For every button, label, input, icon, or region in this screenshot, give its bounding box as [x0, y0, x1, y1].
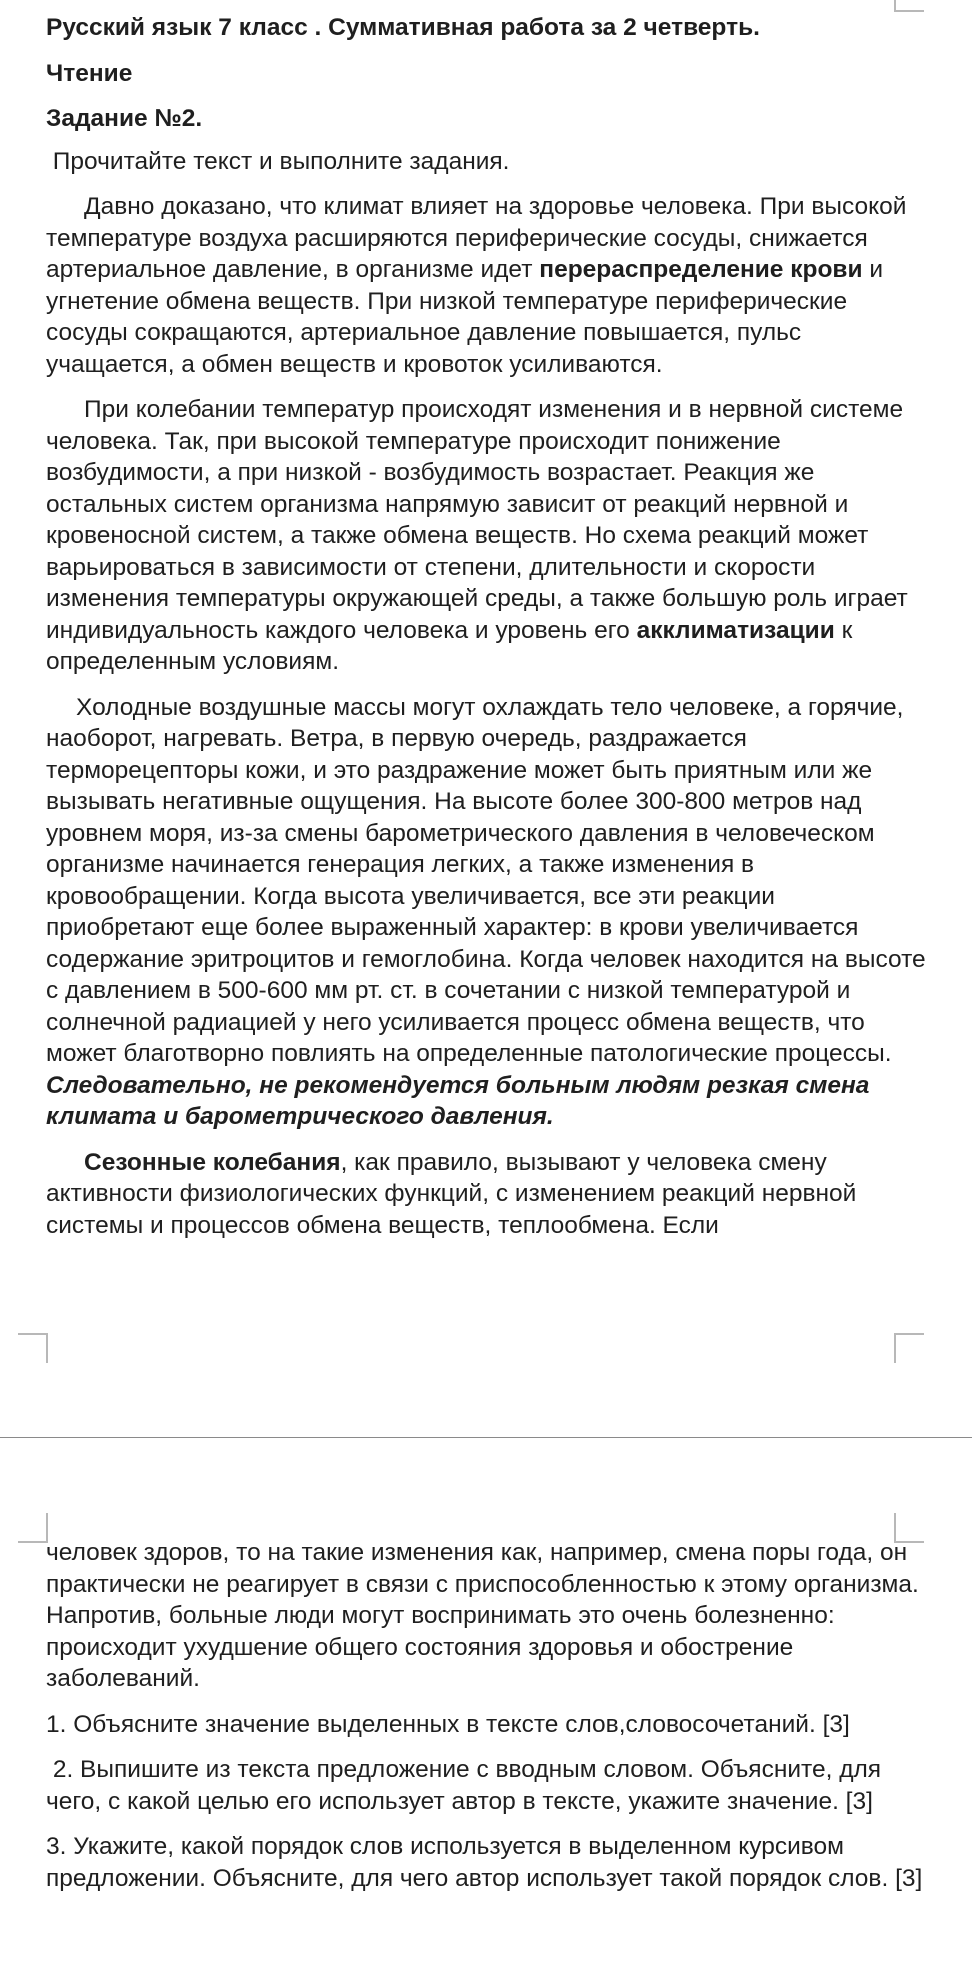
highlighted-phrase: перераспределение крови [539, 256, 863, 283]
task-heading: Задание №2. [46, 105, 203, 132]
paragraph-text: , как правило, вызывают у человека смену активности физиологических функций, с изменением реакций нервной системы и процессов обмена веществ, теплообмена. Если [46, 1148, 857, 1239]
paragraph-4-continuation: человек здоров, то на такие изменения как, например, смена поры года, он практически не реагирует в связи с приспособленностью к этому организма. Напротив, больные люди могут воспринимать это очень болезненно: происходит ухудшение общего состояния здоровья и обострение заболеваний. [46, 1539, 919, 1692]
highlighted-word: акклиматизации [636, 616, 835, 644]
document-page-2 [0, 1438, 972, 1978]
page-corner-mark [18, 1513, 48, 1543]
paragraph-text: и угнетение обмена веществ. При низкой температуре периферические сосуды сокращаются, артериальное давление повышается, пульс учащается, а обмен веществ и кровоток усиливаются. [46, 256, 884, 378]
page-2-content [46, 1537, 926, 1908]
question-1: 1. Объясните значение выделенных в тексте слов,словосочетаний. [3] [46, 1710, 850, 1738]
paragraph-text: Давно доказано, что климат влияет на здоровье человека. При высокой температуре воздуха расширяются периферические сосуды, снижается артериальное давление, в организме идет [46, 193, 907, 283]
italic-sentence: Следовательно, не рекомендуется больным людям резкая смена климата и барометрического давления. [46, 1071, 870, 1130]
paragraph-text: к определенным условиям. [46, 616, 853, 675]
page-1-content [46, 12, 926, 1241]
text-paragraph-3: Холодные воздушные массы могут охлаждать тело человеке, а горячие, наоборот, нагревать. Ветра, в первую очередь, раздражается терморецепторы кожи, и это раздражение может быть приятным или же вызывать негативные ощущения. На высоте более 300-800 метров над уровнем моря, из-за смены барометрического давления в человеческом организме начинается генерация легких, а также изменения в кровообращении. Когда высота увеличивается, все эти реакции приобретают еще более выраженный характер: в крови увеличивается содержание эритроцитов и гемоглобина. Когда человек находится на высоте с давлением в 500-600 мм рт. ст. в сочетании с низкой температурой и солнечной радиацией у него усиливается процесс обмена веществ, что может благотворно повлиять на определенные патологические процессы. [46, 693, 926, 1067]
paragraph-text: При колебании температур происходят изменения и в нервной системе человека. Так, при высокой температуре происходит понижение возбудимости, а при низкой - возбудимость возрастает. Реакция же остальных систем организма напрямую зависит от реакций нервной и кровеносной систем, а также обмена веществ. Но схема реакций может варьироваться в зависимости от степени, длительности и скорости изменения температуры окружающей среды, а также большую роль играет индивидуальность каждого человека и уровень его [46, 396, 908, 644]
page-corner-mark [894, 0, 924, 12]
page-corner-mark [18, 1333, 48, 1363]
question-2: 2. Выпишите из текста предложение с вводным словом. Объясните, для чего, с какой целью его использует автор в тексте, укажите значение. [3] [46, 1756, 888, 1815]
task-instruction: Прочитайте текст и выполните задания. [46, 147, 510, 175]
question-3: 3. Укажите, какой порядок слов используется в выделенном курсивом предложении. Объясните, для чего автор использует такой порядок слов. [3] [46, 1833, 923, 1892]
section-heading: Чтение [46, 59, 133, 87]
text-paragraph-4 [46, 1147, 926, 1242]
text-paragraph-2 [46, 394, 926, 678]
text-paragraph-1 [46, 191, 926, 380]
page-corner-mark [894, 1333, 924, 1363]
document-title: Русский язык 7 класс . Суммативная работа за 2 четверть. [46, 14, 760, 41]
highlighted-phrase: Сезонные колебания [84, 1148, 341, 1176]
